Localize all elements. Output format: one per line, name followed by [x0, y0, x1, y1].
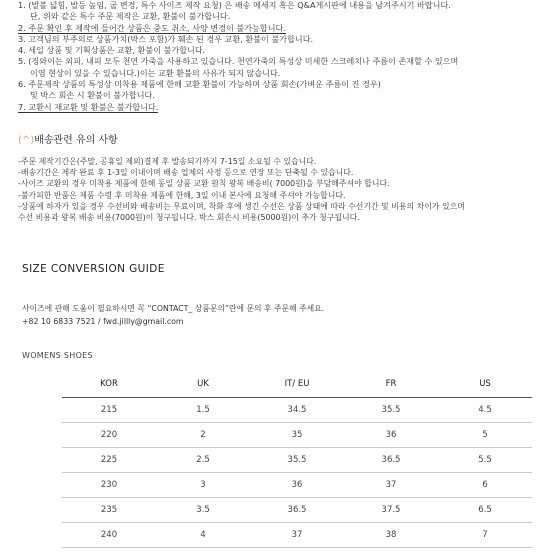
header-cell: KOR: [100, 379, 118, 389]
header-cell: FR: [385, 379, 397, 389]
header-cell: IT/ EU: [284, 379, 310, 389]
table-cell: 220: [100, 430, 118, 440]
table-cell: 230: [100, 480, 118, 490]
table-cell: 2.5: [196, 455, 210, 465]
notice-line: 단, 위와 같은 특수 주문 제작은 교환, 환불이 불가합니다.: [30, 11, 231, 22]
table-cell: 34.5: [287, 405, 307, 415]
table-cell: 36.5: [381, 455, 401, 465]
table-cell: 215: [100, 405, 118, 415]
notice-line: [18, 102, 538, 113]
table-cell: 36.5: [287, 505, 307, 515]
notice-line: 1. (발볼 넓힘, 발등 높임, 굽 변경, 특수 사이즈 제작 요청) 은 배송 메세지 혹은 Q&A게시판에 내용을 남겨주시기 바랍니다.: [18, 0, 451, 10]
table-cell: 37: [385, 480, 397, 490]
delivery-note-line: 수선 비용과 왕복 배송 비용(7000원)이 청구됩니다. 박스 회손시 비용(5000원)이 추가 청구됩니다.: [18, 213, 360, 223]
contact-info: +82 10 6833 7521 / fwd.jillly@gmail.com: [22, 316, 184, 326]
notice-line: 이염 현상이 있을 수 있습니다.)이는 교환 환불의 사유가 되지 않습니다.: [30, 67, 281, 78]
notice-line: 3. 고객님의 부주의로 상품가치(박스 포함)가 훼손 된 경우 교환, 환불이 불가합니다.: [18, 33, 314, 44]
table-cell: 5.5: [478, 455, 492, 465]
table-cell: 37.5: [381, 505, 401, 515]
size-guide-contact: [22, 303, 324, 328]
womens-shoes-label: WOMENS SHOES: [22, 351, 93, 360]
delivery-note-line: -사이즈 교환의 경우 미착용 제품에 한해 동일 상품 교환 원칙 왕복 배송비( 7000원)을 부담해주셔야 합니다.: [18, 179, 390, 189]
table-cell: 35: [291, 430, 303, 440]
table-cell: 36: [385, 430, 397, 440]
table-cell: 35.5: [381, 405, 401, 415]
table-row: [62, 498, 532, 523]
notice-underlined-text: 2. 주문 확인 후 제작에 들어간 상품은 중도 취소, 사양 변경이 불가능합니다.: [18, 22, 286, 33]
table-cell: 4.5: [478, 405, 492, 415]
notice-line: 및 박스 회손 시 환불이 불가합니다.: [30, 90, 155, 101]
notice-line: 6. 주문제작 상품의 특성상 미착용 제품에 한해 교환 환불이 가능하며 상품 회손(가벼운 주름이 진 경우): [18, 79, 381, 90]
size-conversion-table: [62, 371, 532, 548]
table-cell: 35.5: [287, 455, 307, 465]
delivery-title-text: 배송관련 유의 사항: [34, 135, 118, 146]
delivery-note-line: -주문 제작기간은(주말, 공휴일 제외)결제 후 발송되기까지 7-15일 소요될 수 있습니다.: [18, 157, 317, 166]
table-cell: 235: [100, 505, 118, 515]
table-row: [62, 398, 532, 423]
notice-underlined-text: 7. 교환시 재교환 및 환불은 불가합니다.: [18, 101, 159, 112]
delivery-section-title: [18, 131, 118, 146]
table-header-row: [62, 371, 532, 398]
notice-list: [18, 0, 538, 113]
table-cell: 36: [291, 480, 303, 490]
delivery-note-line: -배송기간은 제작 완료 후 1-3일 이내이며 배송 업체의 사정 등으로 연장 또는 단축될 수 있습니다.: [18, 168, 354, 178]
header-cell: US: [479, 379, 491, 389]
delivery-notes: [18, 156, 538, 223]
table-row: [62, 473, 532, 498]
table-cell: 4: [200, 530, 206, 540]
table-cell: 3: [200, 480, 206, 490]
table-cell: 1.5: [196, 405, 210, 415]
table-cell: 3.5: [196, 505, 210, 515]
table-cell: 38: [385, 530, 397, 540]
size-guide-title: SIZE CONVERSION GUIDE: [22, 263, 165, 275]
table-cell: 225: [100, 455, 118, 465]
table-cell: 240: [100, 530, 118, 540]
notice-line: [18, 23, 538, 34]
table-cell: 7: [482, 530, 488, 540]
table-row: [62, 448, 532, 473]
table-cell: 6: [482, 480, 488, 490]
title-mark-icon: (^): [18, 135, 35, 146]
table-cell: 37: [291, 530, 303, 540]
delivery-note-line: -상품에 하자가 있을 경우 수선비와 배송비는 무료이며, 착화 후에 생긴 수선은 상품 상태에 따라 수선기간 및 비용의 차이가 있으며: [18, 201, 465, 211]
notice-line: 5. (징와이는 외피, 내피 모두 천연 가죽을 사용하고 있습니다. 천연가죽의 특성상 미세한 스크레치나 주름이 존재할 수 있으며: [18, 56, 459, 67]
notice-line: 4. 세일 상품 및 기획상품은 교환, 환불이 불가합니다.: [18, 45, 206, 56]
delivery-note-line: -불가피한 반품은 제품 수령 후 미착용 제품에 한해, 3일 이내 본사에 요청해 주셔야 가능합니다.: [18, 190, 346, 200]
table-row: [62, 423, 532, 448]
table-cell: 2: [200, 430, 206, 440]
contact-instruction: 사이즈에 관해 도움이 필요하시면 꼭 “CONTACT_ 상품문의”란에 문의 후 주문해 주세요.: [22, 304, 325, 313]
table-row: [62, 523, 532, 548]
table-cell: 6.5: [478, 505, 492, 515]
header-cell: UK: [197, 379, 209, 389]
table-cell: 5: [482, 430, 488, 440]
